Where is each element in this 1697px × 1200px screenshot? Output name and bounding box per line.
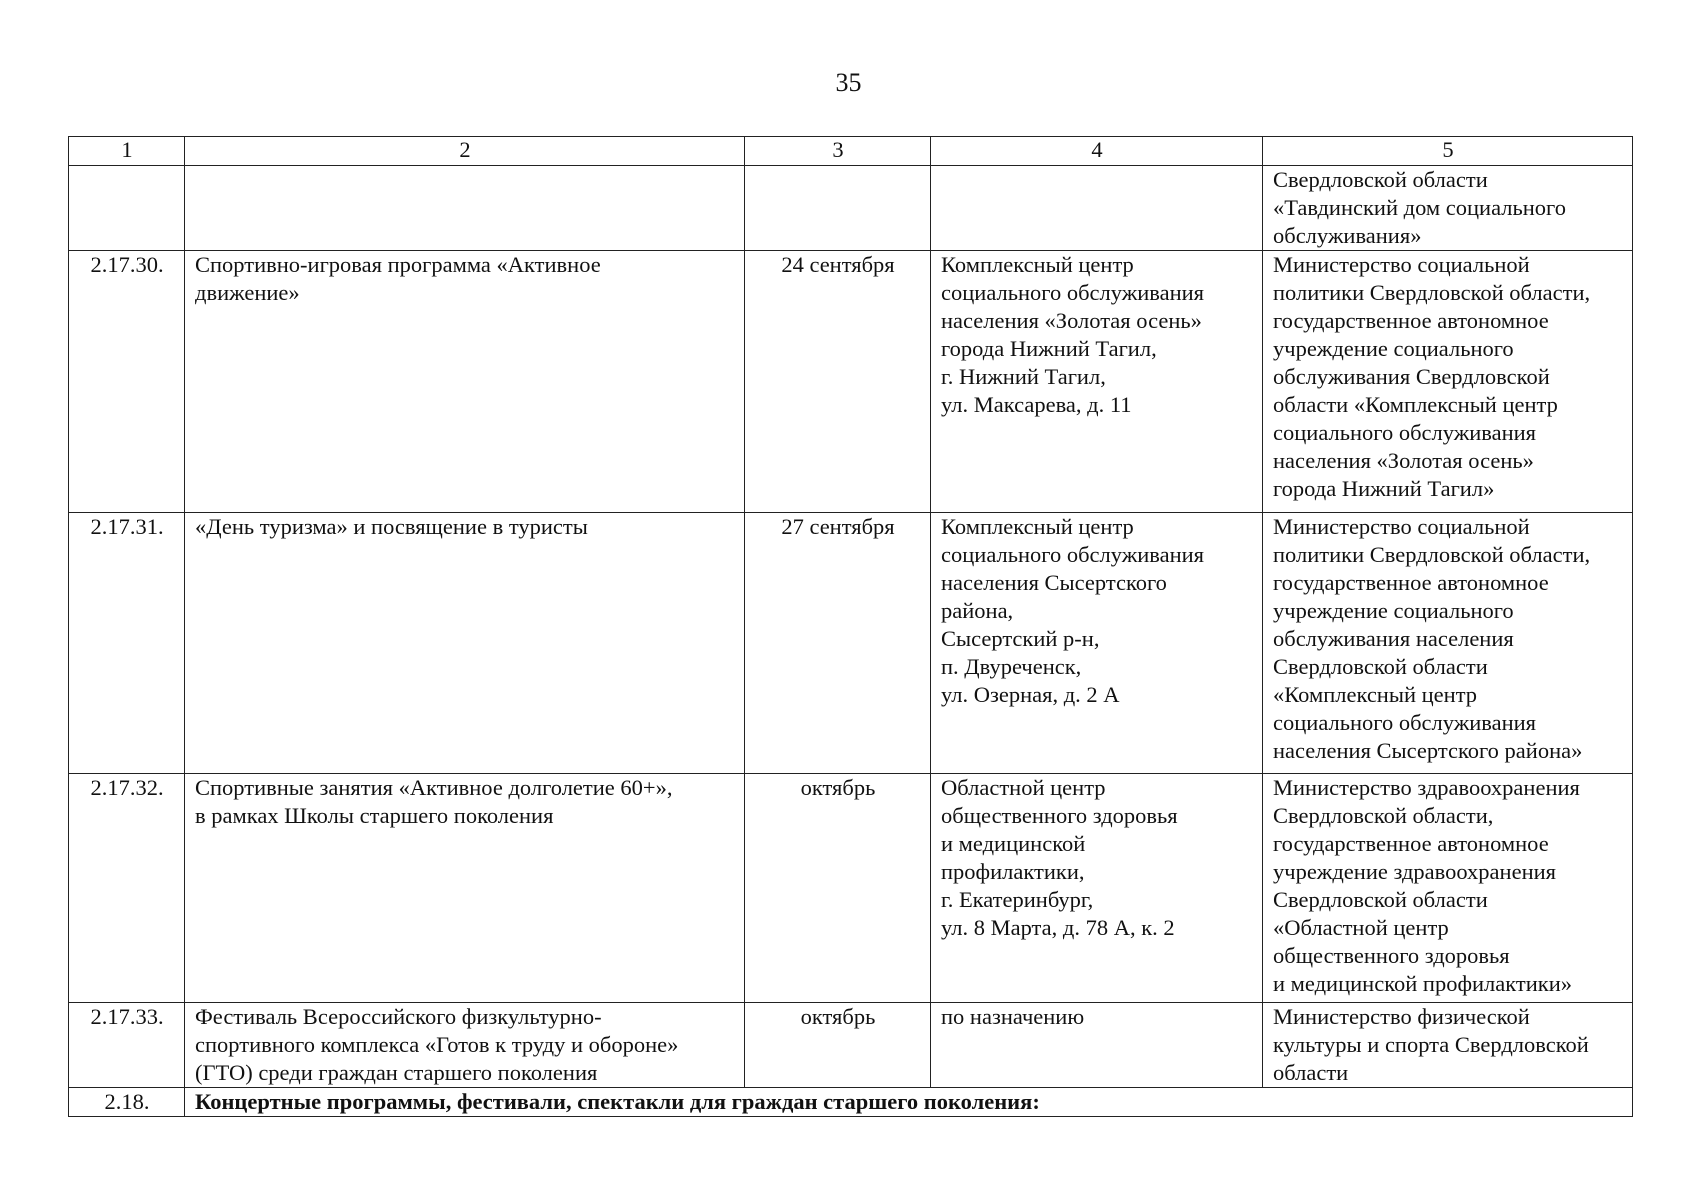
event-organizer [1263, 1003, 1633, 1088]
place-line: социального обслуживания [941, 280, 1205, 305]
place-line: по назначению [941, 1004, 1085, 1029]
organizer-line: «Областной центр [1273, 915, 1449, 940]
organizer-line: области [1273, 1060, 1349, 1085]
place-line: и медицинской [941, 831, 1086, 856]
organizer-line: учреждение социального [1273, 336, 1514, 361]
place-line: района, [941, 598, 1014, 623]
organizer-line: культуры и спорта Свердловской [1273, 1032, 1589, 1057]
organizer-line: Свердловской области [1273, 167, 1488, 192]
organizer-line: учреждение здравоохранения [1273, 859, 1556, 884]
place-line: общественного здоровья [941, 803, 1178, 828]
organizer-line: учреждение социального [1273, 598, 1514, 623]
place-line: г. Екатеринбург, [941, 887, 1094, 912]
place-line: п. Двуреченск, [941, 654, 1082, 679]
place-line: города Нижний Тагил, [941, 336, 1157, 361]
event-name [185, 774, 745, 1003]
event-organizer [1263, 251, 1633, 513]
place-line: социального обслуживания [941, 542, 1205, 567]
row-number: 2.17.30. [69, 251, 185, 513]
event-line: в рамках Школы старшего поколения [195, 803, 554, 828]
organizer-line: Министерство физической [1273, 1004, 1530, 1029]
event-place [931, 251, 1263, 513]
row-number: 2.17.33. [69, 1003, 185, 1088]
table-row [69, 774, 1633, 1003]
organizer-line: общественного здоровья [1273, 943, 1510, 968]
event-line: Фестиваль Всероссийского физкультурно- [195, 1004, 602, 1029]
section-row [69, 1088, 1633, 1117]
section-number: 2.18. [69, 1088, 185, 1117]
header-cell-5: 5 [1263, 137, 1633, 166]
event-place [931, 1003, 1263, 1088]
event-name [185, 251, 745, 513]
place-line: населения Сысертского [941, 570, 1167, 595]
organizer-line: обслуживания населения [1273, 626, 1514, 651]
place-line: ул. Максарева, д. 11 [941, 392, 1132, 417]
event-name [185, 1003, 745, 1088]
event-line: «День туризма» и посвящение в туристы [195, 514, 588, 539]
event-place [931, 513, 1263, 774]
row-number [69, 166, 185, 251]
organizer-line: государственное автономное [1273, 570, 1549, 595]
header-cell-1: 1 [69, 137, 185, 166]
event-date: октябрь [745, 774, 931, 1003]
page-number: 35 [835, 68, 862, 97]
events-table [68, 136, 1633, 1117]
organizer-line: города Нижний Тагил» [1273, 476, 1495, 501]
row-number: 2.17.32. [69, 774, 185, 1003]
event-line: спортивного комплекса «Готов к труду и обороне» [195, 1032, 679, 1057]
place-line: профилактики, [941, 859, 1085, 884]
organizer-line: «Комплексный центр [1273, 682, 1478, 707]
place-line: ул. 8 Марта, д. 78 А, к. 2 [941, 915, 1175, 940]
table-row [69, 251, 1633, 513]
organizer-line: Министерство здравоохранения [1273, 775, 1580, 800]
table-row [69, 166, 1633, 251]
organizer-line: Свердловской области, [1273, 803, 1494, 828]
event-line: Спортивно-игровая программа «Активное [195, 252, 601, 277]
event-organizer [1263, 774, 1633, 1003]
organizer-line: «Тавдинский дом социального [1273, 195, 1566, 220]
organizer-line: социального обслуживания [1273, 710, 1537, 735]
organizer-line: Свердловской области [1273, 887, 1488, 912]
organizer-line: государственное автономное [1273, 308, 1549, 333]
event-date: октябрь [745, 1003, 931, 1088]
event-date [745, 166, 931, 251]
event-line: (ГТО) среди граждан старшего поколения [195, 1060, 598, 1085]
place-line: ул. Озерная, д. 2 А [941, 682, 1120, 707]
organizer-line: политики Свердловской области, [1273, 542, 1591, 567]
organizer-line: социального обслуживания [1273, 420, 1537, 445]
header-cell-4: 4 [931, 137, 1263, 166]
header-cell-3: 3 [745, 137, 931, 166]
organizer-line: обслуживания» [1273, 223, 1422, 248]
organizer-line: и медицинской профилактики» [1273, 971, 1573, 996]
event-place [931, 774, 1263, 1003]
event-line: Спортивные занятия «Активное долголетие 60+», [195, 775, 673, 800]
table-row [69, 1003, 1633, 1088]
organizer-line: населения Сысертского района» [1273, 738, 1583, 763]
header-cell-2: 2 [185, 137, 745, 166]
event-date: 27 сентября [745, 513, 931, 774]
header-row [69, 137, 1633, 166]
event-organizer [1263, 166, 1633, 251]
place-line: населения «Золотая осень» [941, 308, 1202, 333]
event-name [185, 166, 745, 251]
place-line: Областной центр [941, 775, 1106, 800]
event-name [185, 513, 745, 774]
place-line: Комплексный центр [941, 514, 1134, 539]
place-line: Сысертский р-н, [941, 626, 1100, 651]
row-number: 2.17.31. [69, 513, 185, 774]
event-place [931, 166, 1263, 251]
event-date: 24 сентября [745, 251, 931, 513]
organizer-line: Министерство социальной [1273, 514, 1530, 539]
organizer-line: политики Свердловской области, [1273, 280, 1591, 305]
section-title: Концертные программы, фестивали, спектакли для граждан старшего поколения: [185, 1088, 1633, 1117]
organizer-line: населения «Золотая осень» [1273, 448, 1534, 473]
table-row [69, 513, 1633, 774]
organizer-line: государственное автономное [1273, 831, 1549, 856]
event-line: движение» [195, 280, 300, 305]
place-line: Комплексный центр [941, 252, 1134, 277]
organizer-line: области «Комплексный центр [1273, 392, 1558, 417]
organizer-line: Министерство социальной [1273, 252, 1530, 277]
organizer-line: Свердловской области [1273, 654, 1488, 679]
organizer-line: обслуживания Свердловской [1273, 364, 1550, 389]
place-line: г. Нижний Тагил, [941, 364, 1106, 389]
event-organizer [1263, 513, 1633, 774]
